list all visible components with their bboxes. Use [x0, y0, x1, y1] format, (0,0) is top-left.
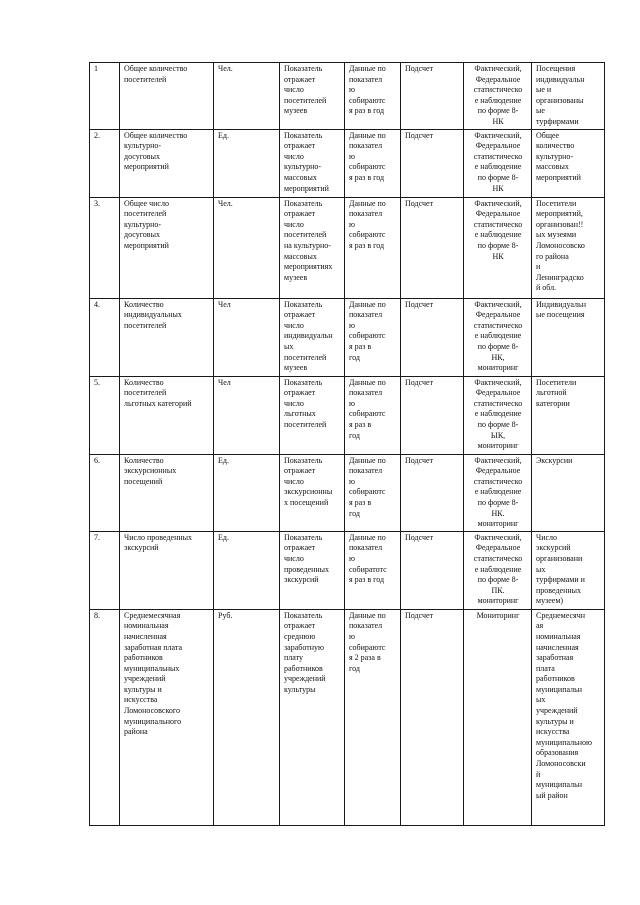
row-number-cell: 5.: [90, 376, 120, 454]
table-body: [90, 63, 605, 826]
indicator-name-cell: Общее количество посетителей: [120, 63, 214, 130]
collection-period-cell: Данные по показател ю собиратотс я раз в год: [345, 531, 401, 609]
indicator-components-cell: Индивидуальн ые посещения: [532, 298, 605, 376]
data-source-cell: Фактический, Федеральное статистическо е наблюдение по форме 8- НК: [464, 197, 532, 298]
data-source-cell: Фактический, Федеральное статистическо е наблюдение по форме 8- ПК. мониторинг: [464, 531, 532, 609]
indicator-name-cell: Общее число посетителей культурно- досуговых мероприятий: [120, 197, 214, 298]
data-source-cell: Фактический, Федеральное статистическо е наблюдение по форме 8- НК, мониторинг: [464, 298, 532, 376]
indicator-description-cell: Показатель отражает число культурно- массовых мероприятий: [280, 129, 345, 197]
row-number-cell: 2.: [90, 129, 120, 197]
calculation-method-cell: Подсчет: [401, 454, 464, 531]
indicators-table: [89, 62, 605, 826]
row-number-cell: 8.: [90, 609, 120, 825]
unit-of-measure-cell: Чел.: [214, 63, 280, 130]
calculation-method-cell: Подсчет: [401, 531, 464, 609]
row-number-cell: 3.: [90, 197, 120, 298]
collection-period-cell: Данные по показател ю собираютс я раз в год: [345, 298, 401, 376]
collection-period-cell: Данные по показател ю собираютс я раз в год: [345, 63, 401, 130]
indicator-name-cell: Количество посетителей льготных категорий: [120, 376, 214, 454]
indicator-name-cell: Среднемесячная номинальная начисленная заработная плата работников муниципальных учреждений культуры и искусства Ломоносовского муниципального района: [120, 609, 214, 825]
row-number-cell: 6.: [90, 454, 120, 531]
indicator-components-cell: Общее количество культурно- массовых мероприятий: [532, 129, 605, 197]
unit-of-measure-cell: Чел.: [214, 197, 280, 298]
indicator-description-cell: Показатель отражает среднюю заработную плату работников учреждений культуры: [280, 609, 345, 825]
data-source-cell: Мониторинг: [464, 609, 532, 825]
data-source-cell: Фактический, Федеральное статистическо е наблюдение по форме 8- ЫК, мониторинг: [464, 376, 532, 454]
collection-period-cell: Данные по показател ю собираютс я раз в год: [345, 129, 401, 197]
table-row: [90, 197, 605, 298]
data-source-cell: Фактический, Федеральное статистическо е наблюдение по форме 8- НК. мониторинг: [464, 454, 532, 531]
table-row: [90, 129, 605, 197]
indicator-name-cell: Общее количество культурно- досуговых мероприятий: [120, 129, 214, 197]
calculation-method-cell: Подсчет: [401, 376, 464, 454]
unit-of-measure-cell: Ед.: [214, 454, 280, 531]
indicator-components-cell: Экскурсии: [532, 454, 605, 531]
indicator-name-cell: Количество экскурсионных посещений: [120, 454, 214, 531]
indicator-description-cell: Показатель отражает число экскурсионны х посещений: [280, 454, 345, 531]
table-row: [90, 454, 605, 531]
calculation-method-cell: Подсчет: [401, 197, 464, 298]
table-row: [90, 609, 605, 825]
table-row: [90, 531, 605, 609]
indicator-description-cell: Показатель отражает число посетителей на культурно- массовых мероприятиях музеев: [280, 197, 345, 298]
indicator-components-cell: Посетители мероприятий, организован!! ых музеями Ломоносовско го района и Ленинградско й обл.: [532, 197, 605, 298]
indicator-description-cell: Показатель отражает число индивидуальн ых посетителей музеев: [280, 298, 345, 376]
row-number-cell: 1: [90, 63, 120, 130]
unit-of-measure-cell: Руб.: [214, 609, 280, 825]
data-source-cell: Фактический, Федеральное статистическо е наблюдение по форме 8- НК: [464, 63, 532, 130]
indicator-description-cell: Показатель отражает число посетителей музеев: [280, 63, 345, 130]
table-row: [90, 376, 605, 454]
indicator-components-cell: Среднемесячн ая номинальная начисленная заработная плата работников муниципальн ых учреждений культуры и искусства муниципальною образования Ломоносовски й муниципальн ый район: [532, 609, 605, 825]
collection-period-cell: Данные по показател ю собираютс я 2 раза в год: [345, 609, 401, 825]
indicator-name-cell: Количество индивидуальных посетителей: [120, 298, 214, 376]
table-row: [90, 298, 605, 376]
collection-period-cell: Данные по показател ю собираютс я раз в год: [345, 197, 401, 298]
calculation-method-cell: Подсчет: [401, 609, 464, 825]
unit-of-measure-cell: Ед.: [214, 531, 280, 609]
indicator-description-cell: Показатель отражает число льготных посетителей: [280, 376, 345, 454]
calculation-method-cell: Подсчет: [401, 129, 464, 197]
indicator-components-cell: Посещения индивидуальн ые и организованы ые турфирмами: [532, 63, 605, 130]
calculation-method-cell: Подсчет: [401, 298, 464, 376]
row-number-cell: 7.: [90, 531, 120, 609]
indicator-description-cell: Показатель отражает число проведенных экскурсий: [280, 531, 345, 609]
row-number-cell: 4.: [90, 298, 120, 376]
collection-period-cell: Данные по показател ю собираютс я раз в год: [345, 454, 401, 531]
indicator-name-cell: Число проведенных экскурсий: [120, 531, 214, 609]
calculation-method-cell: Подсчет: [401, 63, 464, 130]
data-source-cell: Фактический, Федеральное статистическо е наблюдение по форме 8- НК: [464, 129, 532, 197]
unit-of-measure-cell: Чел: [214, 376, 280, 454]
unit-of-measure-cell: Чел: [214, 298, 280, 376]
collection-period-cell: Данные по показател ю собираютс я раз в год: [345, 376, 401, 454]
unit-of-measure-cell: Ед.: [214, 129, 280, 197]
indicator-components-cell: Число экскурсий организовани ых турфирмами и проведенных музеем): [532, 531, 605, 609]
table-row: [90, 63, 605, 130]
indicator-components-cell: Посетители льготной категории: [532, 376, 605, 454]
